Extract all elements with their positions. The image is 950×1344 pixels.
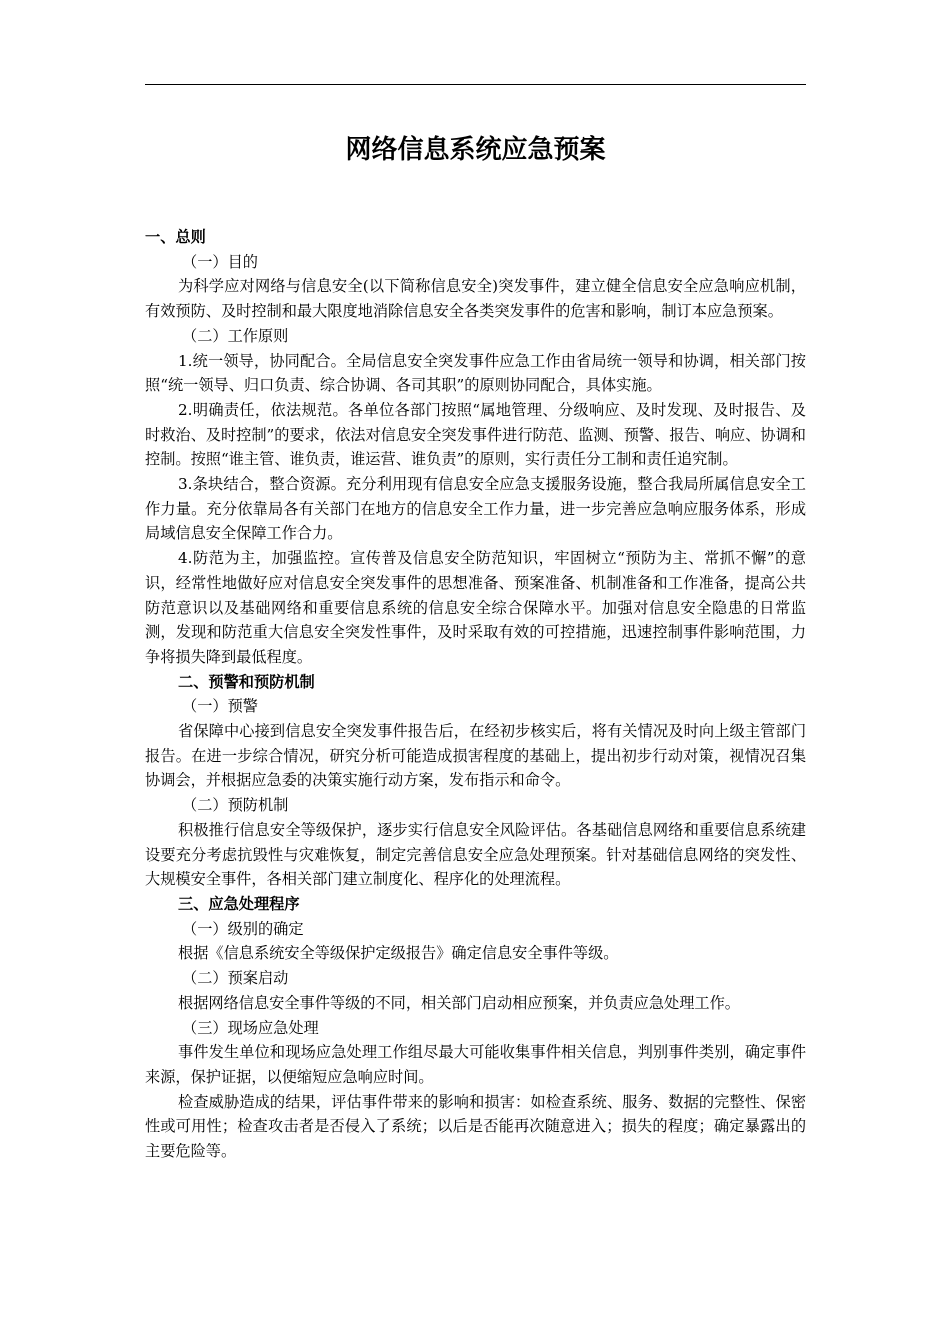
section-heading: 三、应急处理程序 [178, 894, 300, 913]
subsection-heading: （一）目的 [182, 252, 258, 271]
paragraph: 为科学应对网络与信息安全(以下简称信息安全)突发事件，建立健全信息安全应急响应机制，有效预防、及时控制和最大限度地消除信息安全各类突发事件的危害和影响，制订本应急预案。 [145, 277, 806, 321]
page-title: 网络信息系统应急预案 [345, 135, 606, 165]
subsection-heading: （二）工作原则 [182, 326, 289, 345]
paragraph: 2.明确责任，依法规范。各单位各部门按照“属地管理、分级响应、及时发现、及时报告、及时救治、及时控制”的要求，依法对信息安全突发事件进行防范、监测、预警、报告、响应、协调和控制。按照“谁主管、谁负责，谁运营、谁负责”的原则，实行责任分工制和责任追究制。 [145, 400, 806, 469]
subsection-heading: （三）现场应急处理 [182, 1018, 319, 1037]
paragraph: 根据网络信息安全事件等级的不同，相关部门启动相应预案，并负责应急处理工作。 [178, 993, 740, 1012]
paragraph: 3.条块结合，整合资源。充分利用现有信息安全应急支援服务设施，整合我局所属信息安全工作力量。充分依靠局各有关部门在地方的信息安全工作力量，进一步完善应急响应服务体系，形成局域信息安全保障工作合力。 [145, 475, 806, 543]
paragraph: 根据《信息系统安全等级保护定级报告》确定信息安全事件等级。 [178, 944, 619, 963]
subsection-heading: （一）级别的确定 [182, 919, 304, 938]
document-body [145, 225, 806, 1164]
paragraph: 省保障中心接到信息安全突发事件报告后，在经初步核实后，将有关情况及时向上级主管部门报告。在进一步综合情况，研究分析可能造成损害程度的基础上，提出初步行动对策，视情况召集协调会，并根据应急委的决策实施行动方案，发布指示和命令。 [145, 722, 806, 790]
header-rule [145, 84, 806, 85]
paragraph: 事件发生单位和现场应急处理工作组尽最大可能收集事件相关信息，判别事件类别，确定事件来源，保护证据，以便缩短应急响应时间。 [145, 1043, 806, 1086]
subsection-heading: （一）预警 [182, 697, 258, 716]
paragraph: 4.防范为主，加强监控。宣传普及信息安全防范知识，牢固树立“预防为主、常抓不懈”的意识，经常性地做好应对信息安全突发事件的思想准备、预案准备、机制准备和工作准备，提高公共防范意识以及基础网络和重要信息系统的信息安全综合保障水平。加强对信息安全隐患的日常监测，发现和防范重大信息安全突发性事件，及时采取有效的可控措施，迅速控制事件影响范围，力争将损失降到最低程度。 [145, 549, 806, 666]
paragraph: 1.统一领导，协同配合。全局信息安全突发事件应急工作由省局统一领导和协调，相关部门按照“统一领导、归口负责、综合协调、各司其职”的原则协同配合，具体实施。 [145, 351, 806, 395]
paragraph: 检查威胁造成的结果，评估事件带来的影响和损害：如检查系统、服务、数据的完整性、保密性或可用性；检查攻击者是否侵入了系统；以后是否能再次随意进入；损失的程度；确定暴露出的主要危险等。 [145, 1092, 806, 1161]
section-heading: 一、总则 [145, 228, 206, 246]
section-heading: 二、预警和预防机制 [178, 672, 315, 691]
subsection-heading: （二）预防机制 [182, 796, 289, 815]
subsection-heading: （二）预案启动 [182, 969, 289, 988]
paragraph: 积极推行信息安全等级保护，逐步实行信息安全风险评估。各基础信息网络和重要信息系统建设要充分考虑抗毁性与灾难恢复，制定完善信息安全应急处理预案。针对基础信息网络的突发性、大规模安全事件，各相关部门建立制度化、程序化的处理流程。 [145, 820, 806, 889]
